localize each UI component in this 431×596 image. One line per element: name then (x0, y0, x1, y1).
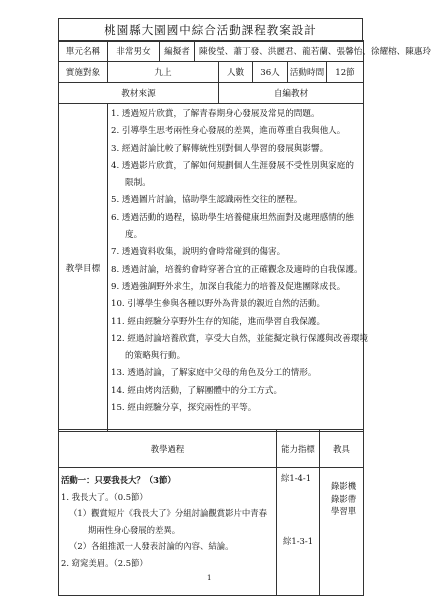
goal-item: 15. 經由經驗分享，探究兩性的平等。 (111, 403, 257, 414)
equipment-item: 錄影機 (331, 481, 357, 491)
author-label: 編擬者 (160, 41, 195, 62)
source-value: 自編教材 (219, 83, 364, 104)
equipment-item: 錄影帶 (331, 493, 357, 504)
goal-item: 1. 透過短片欣賞，了解青春期身心發展及常見的問題。 (111, 109, 320, 119)
goals-label: 教學目標 (59, 104, 108, 432)
goal-item: 3. 經過討論比較了解傳統性別對個人學習的發展與影響。 (111, 143, 329, 154)
indicator-code: 綜1-3-1 (283, 536, 314, 546)
goals-list (108, 104, 369, 432)
process-line: 期兩性身心發展的差異。 (88, 524, 181, 535)
goal-item: 2. 引導學生思考兩性身心發展的差異，進而尊重自我與他人。 (111, 126, 346, 137)
goal-item: 9. 透過強調野外求生，加深自我能力的培養及促進團隊成長。 (111, 281, 346, 292)
equipment-cell (320, 468, 364, 596)
process-line: 1. 我長大了。（0.5節） (61, 491, 148, 502)
target-value: 九上 (108, 62, 219, 83)
people-value: 36人 (253, 62, 288, 83)
equipment-item: 學習單 (331, 506, 357, 516)
goal-item: 4. 透過影片欣賞，了解如何規劃個人生涯發展不受性別與家庭的 (111, 160, 354, 171)
goal-item: 6. 透過活動的過程，協助學生培養健康坦然面對及處理感情的態 (111, 212, 354, 223)
goal-item: 13. 透過討論，了解家庭中父母的角色及分工的情形。 (111, 368, 317, 379)
activity-title: 活動一：只要我長大？（3節） (61, 475, 176, 485)
process-line: （1）觀賞短片《我長大了》分組討論觀賞影片中青春 (69, 508, 267, 518)
unit-name-value: 非常男女 (108, 41, 160, 62)
goal-item-continuation: 的策略與行動。 (125, 351, 186, 362)
goal-item: 14. 經由烤肉活動，了解團體中的分工方式。 (111, 385, 283, 396)
page-number: 1 (207, 574, 212, 582)
goal-item: 10. 引導學生參與各種以野外為背景的親近自然的活動。 (111, 299, 326, 310)
goal-item: 11. 經由經驗分享野外生存的知能，進而學習自我保護。 (111, 316, 326, 327)
process-line: （2）各組推派一人發表討論的內容、結論。 (69, 541, 234, 551)
equipment-header: 教具 (320, 430, 364, 468)
lesson-info-table (58, 40, 431, 432)
title-table (58, 18, 363, 42)
unit-name-label: 單元名稱 (59, 41, 108, 62)
process-table (58, 429, 364, 596)
goal-item: 12. 經過討論培養欣賞，享受大自然，並能擬定執行保護與改善環境 (111, 333, 369, 344)
goal-item: 8. 透過討論，培養約會時穿著合宜的正確觀念及適時的自我保護。 (111, 264, 363, 275)
goal-item: 7. 透過資料收集，說明約會時常碰到的傷害。 (111, 247, 286, 258)
process-content (59, 468, 277, 596)
goal-item-continuation: 限制。 (125, 178, 151, 189)
author-names: 陳俊瑩、蕭丁發、洪麗君、龍若蘭、張馨怡、徐耀榕、陳惠玲 (195, 41, 364, 62)
process-line: 2. 窈窕美眉。（2.5節） (61, 557, 148, 568)
goal-item: 5. 透過圖片討論，協助學生認識兩性交往的歷程。 (111, 195, 303, 206)
goal-item-continuation: 度。 (125, 230, 143, 241)
document-title: 桃園縣大園國中綜合活動課程教案設計 (59, 19, 363, 42)
indicator-header: 能力指標 (277, 430, 320, 468)
source-label: 教材來源 (59, 83, 219, 104)
indicator-code: 綜1-4-1 (281, 473, 312, 483)
time-label: 活動時間 (288, 62, 327, 83)
indicator-cell (277, 468, 320, 596)
process-header: 教學過程 (59, 430, 277, 468)
time-value: 12節 (327, 62, 364, 83)
target-label: 實施對象 (59, 62, 108, 83)
people-label: 人數 (219, 62, 253, 83)
